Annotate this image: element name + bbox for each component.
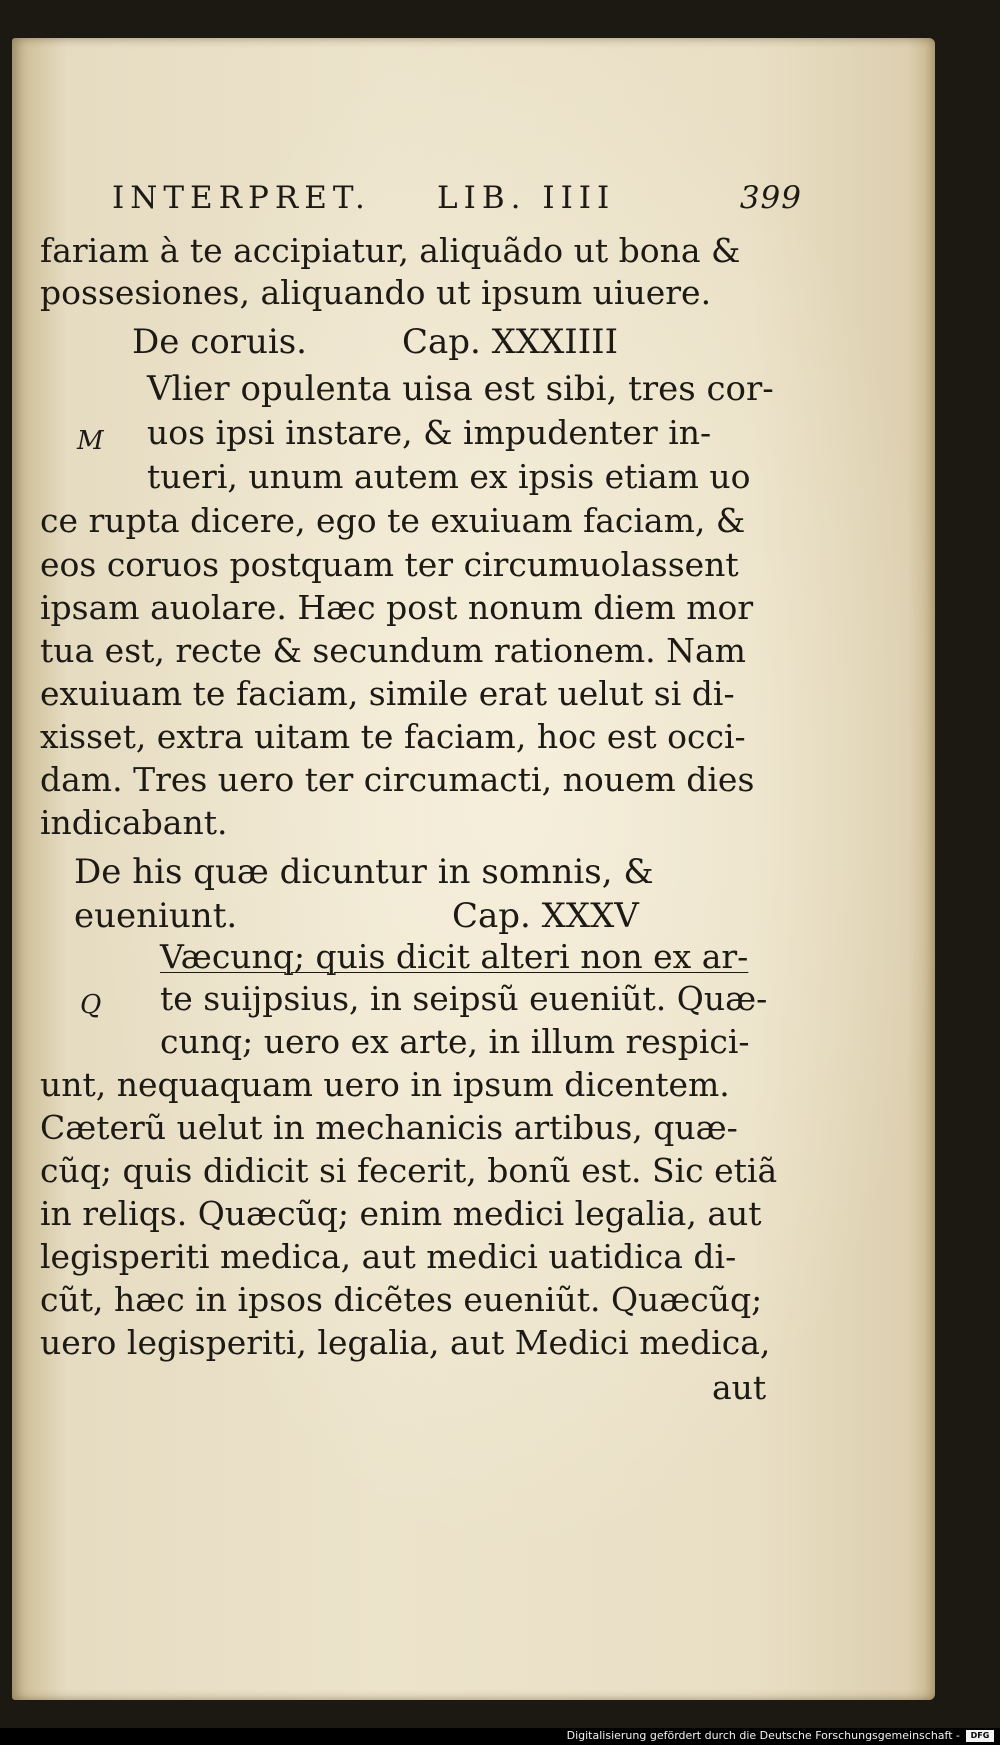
text-line: fariam à te accipiatur, aliquãdo ut bona & [40, 231, 741, 270]
chapter-number [402, 322, 618, 362]
book-number: LIB. IIII [437, 180, 616, 216]
text-line: possesiones, aliquando ut ipsum uiuere. [40, 273, 712, 312]
text-line: tueri, unum autem ex ipsis etiam uo [147, 457, 751, 496]
text-line: te suijpsius, in seipsũ eueniũt. Quæ- [160, 979, 768, 1018]
text-line: Vlier opulenta uisa est sibi, tres cor- [147, 369, 774, 409]
chapter-cap: Cap. XXXV [452, 896, 639, 936]
text-line: cũq; quis didicit si fecerit, bonũ est. Sic etiã [40, 1151, 778, 1190]
page-text [12, 38, 935, 1700]
text-line: dam. Tres uero ter circumacti, nouem dies [40, 760, 755, 799]
text-line: xisset, extra uitam te faciam, hoc est occi- [40, 717, 746, 756]
chapter-title: De his quæ dicuntur in somnis, & [74, 852, 654, 892]
chapter-heading [132, 322, 307, 362]
text-line: legisperiti medica, aut medici uatidica di- [40, 1237, 737, 1276]
text-line: in reliqs. Quæcũq; enim medici legalia, aut [40, 1194, 762, 1233]
text-line: uero legisperiti, legalia, aut Medici medica, [40, 1323, 771, 1362]
text-line: ipsam auolare. Hæc post nonum diem mor [40, 588, 754, 627]
text-line: cunq; uero ex arte, in illum respici- [160, 1022, 750, 1061]
running-title: INTERPRET. [112, 180, 371, 216]
digitization-credit: Digitalisierung gefördert durch die Deutsche Forschungsgemeinschaft - [566, 1729, 960, 1742]
chapter-heading [74, 852, 654, 892]
text-line: indicabant. [40, 803, 228, 842]
dfg-logo-icon: DFG [966, 1730, 994, 1742]
chapter-cap: Cap. XXXIIII [402, 322, 619, 362]
guide-letter: M [77, 426, 104, 456]
text-line: uos ipsi instare, & impudenter in- [147, 413, 712, 452]
text-line: eos coruos postquam ter circumuolassent [40, 545, 739, 584]
chapter-number [452, 896, 639, 936]
text-line: exuiuam te faciam, simile erat uelut si di- [40, 674, 735, 713]
chapter-title-continued: eueniunt. [74, 896, 238, 936]
text-line: Væcunq; quis dicit alteri non ex ar- [160, 937, 749, 976]
book-page [12, 38, 935, 1700]
text-line: unt, nequaquam uero in ipsum dicentem. [40, 1065, 730, 1104]
chapter-heading-continued [74, 896, 237, 936]
text-line: tua est, recte & secundum rationem. Nam [40, 631, 746, 670]
catchword: aut [712, 1368, 767, 1407]
page-number: 399 [739, 180, 802, 216]
text-line: ce rupta dicere, ego te exuiuam faciam, & [40, 501, 746, 540]
text-line: Cæterũ uelut in mechanicis artibus, quæ- [40, 1108, 738, 1147]
guide-letter: Q [80, 990, 102, 1020]
chapter-title: De coruis. [132, 322, 307, 362]
text-line: cũt, hæc in ipsos dicẽtes eueniũt. Quæcũq; [40, 1280, 763, 1319]
